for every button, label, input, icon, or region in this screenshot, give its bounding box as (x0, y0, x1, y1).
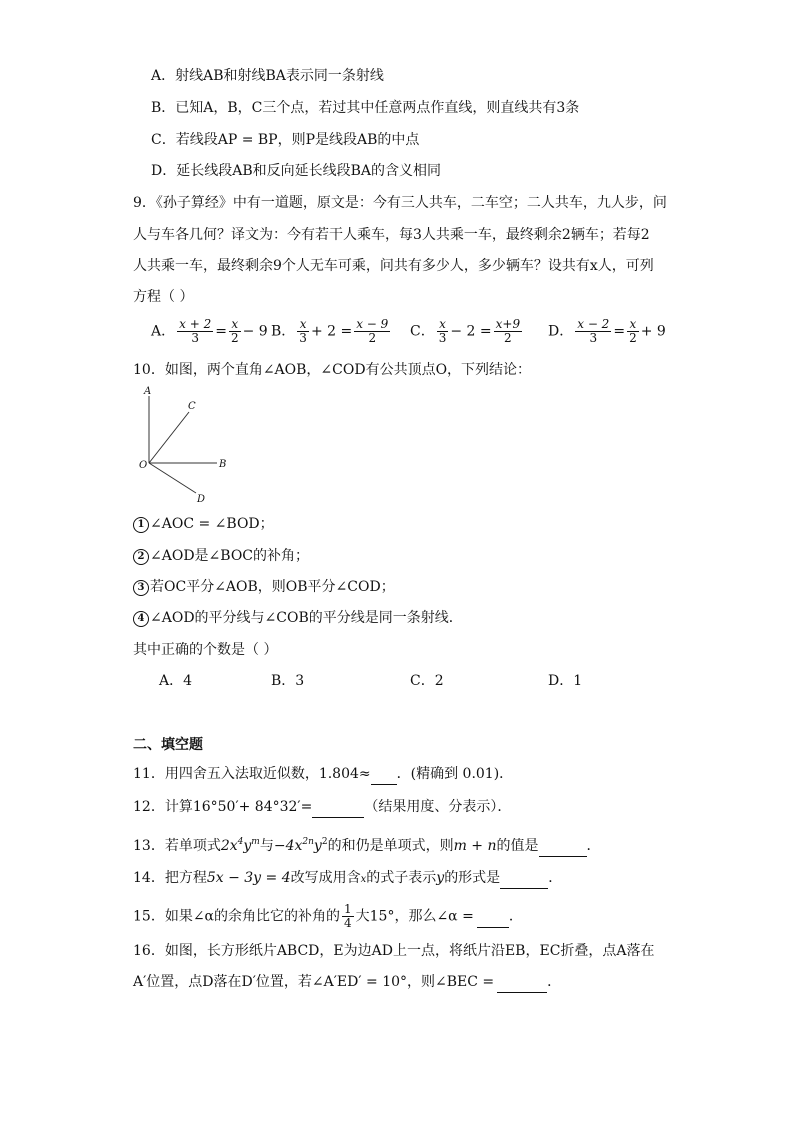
monomial-1-coefficient: 2x (220, 838, 238, 854)
q9-stem-line3: 人共乘一车，最终剩余9个人无车可乘，问共有多少人，多少辆车？设共有x人，可列 (133, 258, 654, 274)
fraction (575, 318, 611, 345)
q12-text-end: （结果用度、分表示）． (364, 799, 512, 815)
q14-text: 14．把方程 (133, 870, 207, 886)
fraction (177, 318, 213, 345)
exponent: 4 (237, 837, 244, 847)
q9-stem-line2: 人与车各几何？译文为：今有若干人乘车，每3人共乘一车，最终剩余2辆车；若每2 (133, 227, 650, 243)
denominator: 3 (589, 331, 598, 345)
fraction (229, 318, 241, 345)
monomial-2-coefficient: −4x (273, 838, 303, 854)
label-o: O (139, 460, 148, 471)
q10-statement-2 (133, 546, 309, 566)
q8-option-a: A．射线AB和射线BA表示同一条射线 (151, 68, 384, 84)
statement-text: ∠AOD是∠BOC的补角； (150, 548, 310, 564)
q10-option-c: C．2 (410, 673, 444, 689)
denominator: 3 (299, 331, 307, 345)
variable: x (360, 874, 367, 885)
equals: = (613, 323, 626, 340)
statement-text: ∠AOD的平分线与∠COB的平分线是同一条射线． (150, 610, 463, 626)
denominator: 2 (504, 331, 512, 345)
numerator: x − 9 (356, 317, 389, 331)
denominator: 4 (344, 916, 352, 930)
q16-text-end: ． (547, 974, 562, 990)
tail: + 9 (640, 323, 666, 340)
fraction (342, 903, 354, 930)
q9-option-a-label: A． (151, 323, 176, 340)
q9-option-d (548, 318, 666, 345)
exponent: m (251, 837, 260, 847)
fraction (627, 318, 639, 345)
q11 (133, 764, 513, 785)
ray-od (149, 463, 196, 493)
answer-blank[interactable] (371, 764, 397, 785)
q9-option-a (151, 318, 268, 345)
equation: 5x − 3y = 4 (206, 870, 291, 886)
q13-text: 13．若单项式 (133, 838, 221, 854)
label-c: C (188, 401, 196, 412)
numerator: x + 2 (179, 317, 212, 331)
tail: − 9 (242, 323, 268, 340)
label-b: B (219, 459, 227, 470)
q15-text: 15．如果∠α的余角比它的补角的 (133, 908, 340, 925)
q11-text: 11．用四舍五入法取近似数，1.804≈ (133, 766, 371, 782)
q15-text-end: ． (508, 908, 523, 925)
statement-text: 若OC平分∠AOB，则OB平分∠COD； (150, 579, 395, 595)
q10-option-d: D．1 (548, 673, 583, 689)
variable: y (243, 838, 252, 854)
q10-figure (133, 382, 243, 507)
q14-text-mid: 改写成用含 (290, 870, 361, 886)
q8-option-d: D．延长线段AB和反向延长线段BA的含义相同 (151, 163, 442, 179)
answer-blank[interactable] (497, 972, 547, 993)
q14-text-after: 的形式是 (444, 870, 501, 886)
numerator: 1 (344, 902, 352, 916)
q9-option-d-label: D． (548, 323, 574, 340)
q10-statement-4 (133, 608, 463, 628)
q9-stem-line4: 方程（ ） (133, 289, 194, 305)
ray-oc (149, 412, 189, 463)
q10-statement-1 (133, 514, 274, 534)
label-a: A (144, 386, 152, 397)
denominator: 3 (191, 331, 199, 345)
denominator: 3 (438, 331, 447, 345)
q11-text-end: ．(精确到 0.01)． (396, 766, 514, 782)
denominator: 2 (230, 331, 239, 345)
q13-text-mid: 的和仍是单项式，则 (327, 838, 454, 854)
q15 (133, 903, 523, 930)
q14 (133, 868, 562, 890)
numerator: x (297, 318, 309, 332)
q10-question: 其中正确的个数是（ ） (133, 642, 278, 658)
fraction (437, 318, 449, 345)
numerator: x+9 (495, 317, 521, 331)
variable: y (313, 838, 322, 854)
circled-number: 3 (133, 580, 149, 596)
fraction (297, 318, 309, 345)
answer-blank[interactable] (312, 797, 364, 818)
q12-text: 12．计算16°50′+ 84°32′= (133, 799, 313, 815)
q16-text: A′位置，点D落在D′位置，若∠A′ED′ = 10°，则∠BEC = (133, 974, 495, 990)
expression: m + n (453, 838, 497, 854)
q13-text-mid: 与 (259, 838, 274, 854)
q8-option-b: B．已知A，B，C三个点，若过其中任意两点作直线，则直线共有3条 (151, 100, 580, 116)
q9-option-c (410, 318, 524, 345)
exponent: 2 (321, 837, 328, 847)
q9-option-b (271, 318, 392, 345)
q10-option-a: A．4 (159, 673, 193, 689)
denominator: 2 (368, 331, 377, 345)
fraction (354, 318, 390, 345)
q10-statement-3 (133, 577, 395, 597)
numerator: x (229, 318, 241, 332)
q13-text-end: ． (586, 838, 601, 854)
equals: = (215, 323, 227, 340)
middle: + 2 = (310, 323, 353, 340)
denominator: 2 (629, 331, 637, 345)
q12 (133, 797, 511, 818)
circled-number: 1 (133, 517, 149, 533)
answer-blank[interactable] (539, 836, 587, 857)
q14-text-mid: 的式子表示 (366, 870, 437, 886)
q9-stem-line1: 9．《孙子算经》中有一道题，原文是：今有三人共车，二车空；二人共车，九人步，问 (133, 195, 667, 211)
label-d: D (197, 494, 206, 505)
q10-stem: 10．如图，两个直角∠AOB，∠COD有公共顶点O，下列结论： (133, 362, 532, 378)
circled-number: 4 (133, 611, 149, 627)
numerator: x − 2 (577, 317, 610, 331)
fraction (494, 318, 522, 345)
answer-blank[interactable] (500, 868, 548, 889)
numerator: x (437, 318, 449, 332)
q14-text-end: ． (548, 870, 563, 886)
middle: − 2 = (450, 323, 492, 340)
statement-text: ∠AOC = ∠BOD； (150, 516, 274, 532)
q16-line1: 16．如图，长方形纸片ABCD，E为边AD上一点，将纸片沿EB，EC折叠，点A落在 (133, 943, 655, 959)
q16-line2 (133, 972, 561, 993)
circled-number: 2 (133, 549, 149, 565)
q15-text-mid: 大15°，那么∠α = (355, 908, 474, 925)
variable: y (436, 870, 445, 886)
q8-option-c: C．若线段AP = BP，则P是线段AB的中点 (151, 132, 420, 148)
q10-option-b: B．3 (271, 673, 305, 689)
numerator: x (627, 318, 639, 332)
answer-blank[interactable] (477, 907, 509, 928)
q9-option-b-label: B． (271, 323, 296, 340)
exponent: 2n (302, 837, 314, 847)
section-title: 二、填空题 (133, 737, 203, 753)
q13-text-after: 的值是 (496, 838, 539, 854)
q9-option-c-label: C． (410, 323, 435, 340)
q13 (133, 832, 601, 857)
